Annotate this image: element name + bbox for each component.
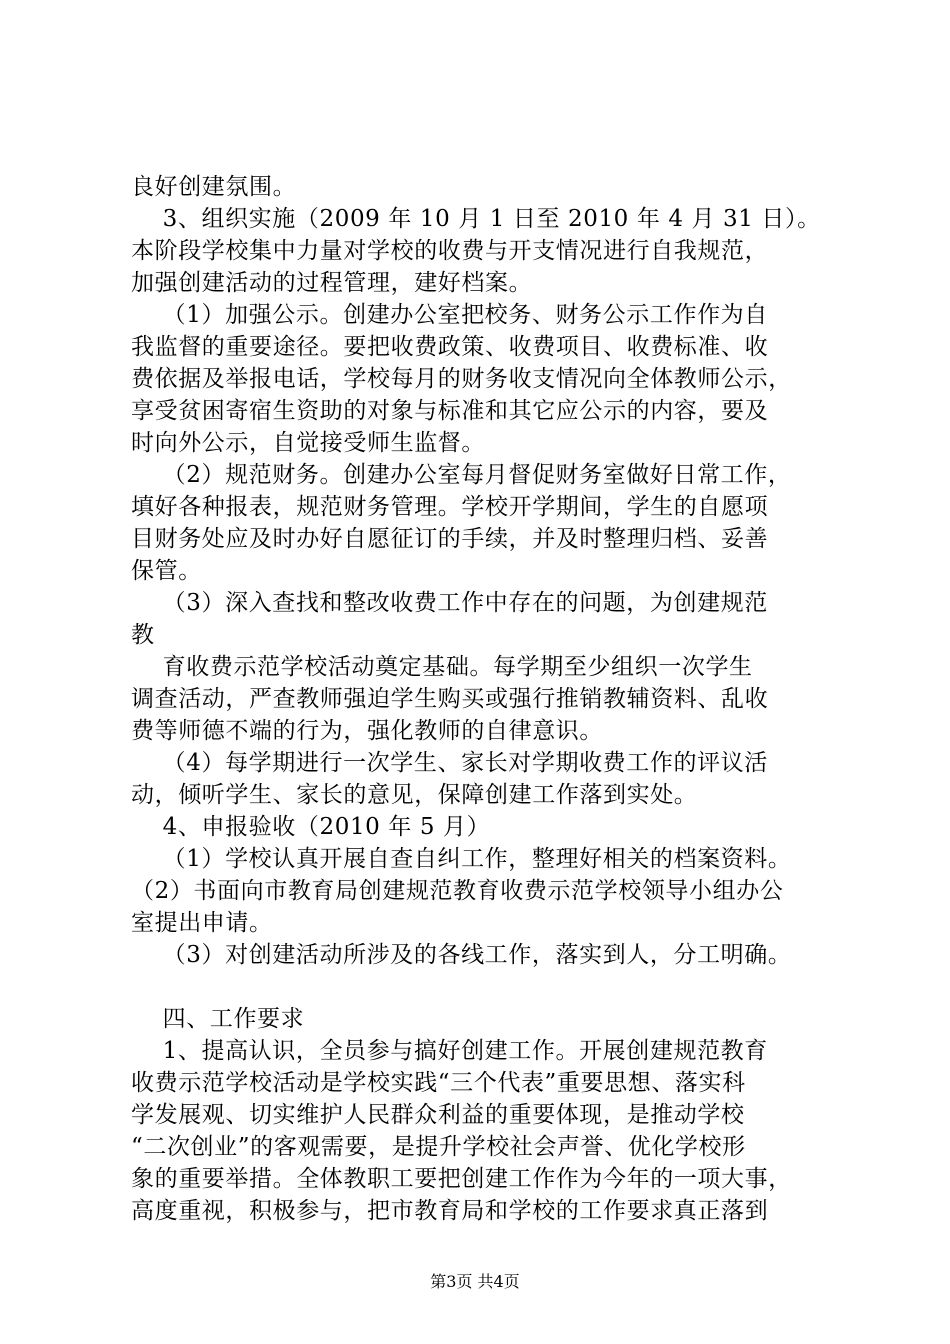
- body-text-line: 4、申报验收（2010 年 5 月）: [131, 814, 491, 840]
- body-text-line: 时向外公示，自觉接受师生监督。: [131, 430, 485, 456]
- section-heading: 四、工作要求: [131, 1006, 305, 1032]
- body-text-line: “二次创业”的客观需要，是提升学校社会声誉、优化学校形: [131, 1134, 746, 1160]
- body-text-line: （4）每学期进行一次学生、家长对学期收费工作的评议活: [131, 750, 768, 776]
- body-text-line: 费等师德不端的行为，强化教师的自律意识。: [131, 718, 603, 744]
- body-text-line: 3、组织实施（2009 年 10 月 1 日至 2010 年 4 月 31 日）。: [131, 206, 821, 232]
- body-text-line: 本阶段学校集中力量对学校的收费与开支情况进行自我规范，: [131, 238, 769, 264]
- body-text-line: 加强创建活动的过程管理，建好档案。: [131, 270, 533, 296]
- body-text-line: 费依据及举报电话，学校每月的财务收支情况向全体教师公示，: [131, 366, 792, 392]
- body-text-line: 1、提高认识，全员参与搞好创建工作。开展创建规范教育: [131, 1038, 768, 1064]
- body-text-line: 保管。: [131, 558, 202, 584]
- body-text-line: 教: [131, 622, 155, 648]
- body-text-line: （2）书面向市教育局创建规范教育收费示范学校领导小组办公: [131, 878, 784, 904]
- body-text-line: 学发展观、切实维护人民群众利益的重要体现，是推动学校: [131, 1102, 745, 1128]
- body-text-line: （2）规范财务。创建办公室每月督促财务室做好日常工作，: [131, 462, 792, 488]
- body-text-line: 育收费示范学校活动奠定基础。每学期至少组织一次学生: [131, 654, 753, 680]
- body-text-line: （3）对创建活动所涉及的各线工作，落实到人，分工明确。: [131, 942, 792, 968]
- body-text-line: 室提出申请。: [131, 910, 273, 936]
- body-text-line: 高度重视，积极参与，把市教育局和学校的工作要求真正落到: [131, 1198, 769, 1224]
- body-text-line: 良好创建氛围。: [131, 174, 297, 200]
- body-text-line: 目财务处应及时办好自愿征订的手续，并及时整理归档、妥善: [131, 526, 769, 552]
- body-text-line: （1）学校认真开展自查自纠工作，整理好相关的档案资料。: [131, 846, 792, 872]
- body-text-line: 调查活动，严查教师强迫学生购买或强行推销教辅资料、乱收: [131, 686, 769, 712]
- body-text-line: 填好各种报表，规范财务管理。学校开学期间，学生的自愿项: [131, 494, 769, 520]
- body-text-line: 象的重要举措。全体教职工要把创建工作作为今年的一项大事，: [131, 1166, 792, 1192]
- body-text-line: （3）深入查找和整改收费工作中存在的问题，为创建规范: [131, 590, 768, 616]
- body-text-line: 我监督的重要途径。要把收费政策、收费项目、收费标准、收: [131, 334, 769, 360]
- body-text-line: 动，倾听学生、家长的意见，保障创建工作落到实处。: [131, 782, 698, 808]
- body-text-line: 收费示范学校活动是学校实践“三个代表”重要思想、落实科: [131, 1070, 746, 1096]
- body-text-line: 享受贫困寄宿生资助的对象与标准和其它应公示的内容，要及: [131, 398, 769, 424]
- body-text-line: （1）加强公示。创建办公室把校务、财务公示工作作为自: [131, 302, 768, 328]
- page-number-footer: 第3页 共4页: [430, 1272, 520, 1291]
